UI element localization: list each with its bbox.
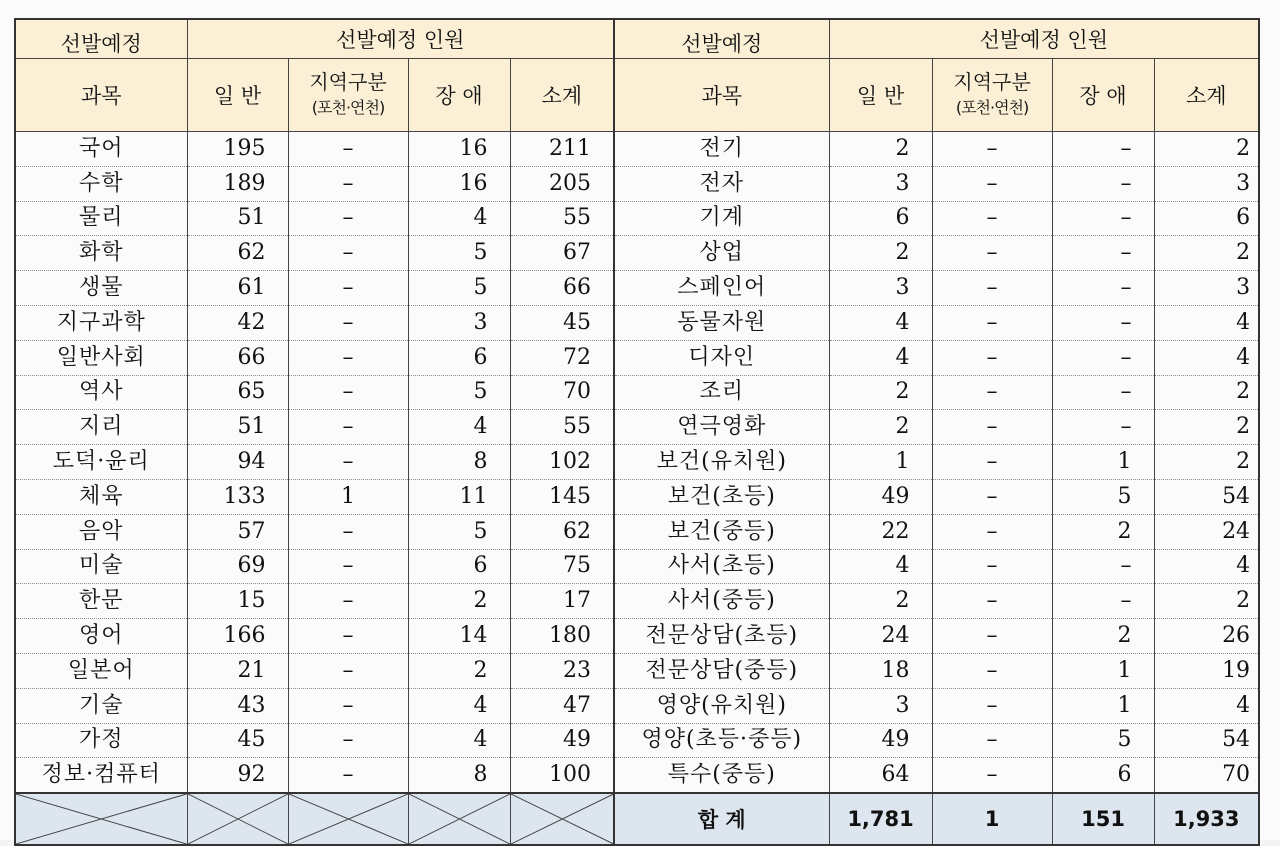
subject-cell: 한문 (15, 584, 187, 619)
subject-cell: 조리 (614, 375, 829, 410)
general-cell: 92 (187, 758, 288, 793)
subtotal-cell: 70 (1154, 758, 1259, 793)
general-cell: 166 (187, 619, 288, 654)
region-cell: – (932, 549, 1052, 584)
subject-cell: 연극영화 (614, 410, 829, 445)
region-cell: – (288, 514, 408, 549)
general-cell: 4 (829, 305, 932, 340)
region-cell: – (288, 340, 408, 375)
subtotal-cell: 70 (510, 375, 614, 410)
region-cell: – (288, 653, 408, 688)
subject-cell: 전문상담(중등) (614, 653, 829, 688)
disabled-cell: – (1052, 549, 1154, 584)
general-cell: 4 (829, 549, 932, 584)
subtotal-cell: 102 (510, 445, 614, 480)
total-label: 합 계 (614, 793, 829, 845)
general-cell: 1 (829, 445, 932, 480)
header-region-line2: (포천·연천) (311, 98, 385, 117)
general-cell: 15 (187, 584, 288, 619)
subtotal-cell: 145 (510, 479, 614, 514)
header-region-line2: (포천·연천) (955, 98, 1029, 117)
general-cell: 2 (829, 410, 932, 445)
general-cell: 43 (187, 688, 288, 723)
disabled-cell: 5 (408, 375, 510, 410)
total-general: 1,781 (829, 793, 932, 845)
subtotal-cell: 54 (1154, 479, 1259, 514)
disabled-cell: 4 (408, 410, 510, 445)
table-row (15, 479, 1259, 514)
general-cell: 195 (187, 132, 288, 167)
subject-cell: 미술 (15, 549, 187, 584)
general-cell: 2 (829, 132, 932, 167)
total-region: 1 (932, 793, 1052, 845)
disabled-cell: 8 (408, 445, 510, 480)
disabled-cell: – (1052, 201, 1154, 236)
subtotal-cell: 55 (510, 410, 614, 445)
subject-cell: 수학 (15, 166, 187, 201)
subtotal-cell: 72 (510, 340, 614, 375)
subject-cell: 사서(초등) (614, 549, 829, 584)
header-row-2 (15, 59, 1259, 132)
table-row (15, 340, 1259, 375)
general-cell: 21 (187, 653, 288, 688)
region-cell: – (932, 619, 1052, 654)
subject-cell: 음악 (15, 514, 187, 549)
empty-crossed-cell (288, 793, 408, 845)
disabled-cell: – (1052, 584, 1154, 619)
region-cell: – (288, 619, 408, 654)
general-cell: 64 (829, 758, 932, 793)
general-cell: 6 (829, 201, 932, 236)
subtotal-cell: 2 (1154, 375, 1259, 410)
region-cell: – (288, 445, 408, 480)
subject-cell: 보건(유치원) (614, 445, 829, 480)
general-cell: 61 (187, 271, 288, 306)
general-cell: 51 (187, 201, 288, 236)
subtotal-cell: 26 (1154, 619, 1259, 654)
disabled-cell: – (1052, 132, 1154, 167)
general-cell: 51 (187, 410, 288, 445)
subtotal-cell: 2 (1154, 584, 1259, 619)
header-subject-bottom-left: 과목 (15, 59, 187, 132)
general-cell: 94 (187, 445, 288, 480)
table-row (15, 305, 1259, 340)
general-cell: 22 (829, 514, 932, 549)
region-cell: – (932, 514, 1052, 549)
general-cell: 4 (829, 340, 932, 375)
disabled-cell: 11 (408, 479, 510, 514)
subject-cell: 기술 (15, 688, 187, 723)
subject-cell: 정보·컴퓨터 (15, 758, 187, 793)
general-cell: 57 (187, 514, 288, 549)
region-cell: – (932, 271, 1052, 306)
region-cell: – (288, 132, 408, 167)
subtotal-cell: 211 (510, 132, 614, 167)
disabled-cell: 6 (408, 340, 510, 375)
header-region-line1: 지역구분 (309, 70, 387, 94)
region-cell: – (932, 166, 1052, 201)
general-cell: 69 (187, 549, 288, 584)
disabled-cell: 5 (408, 514, 510, 549)
header-disabled-left: 장 애 (408, 59, 510, 132)
region-cell: – (932, 758, 1052, 793)
subject-cell: 전문상담(초등) (614, 619, 829, 654)
subtotal-cell: 2 (1154, 236, 1259, 271)
region-cell: – (932, 305, 1052, 340)
table-row (15, 236, 1259, 271)
region-cell: – (932, 201, 1052, 236)
disabled-cell: – (1052, 166, 1154, 201)
subtotal-cell: 2 (1154, 132, 1259, 167)
general-cell: 2 (829, 584, 932, 619)
header-group-title-right: 선발예정 인원 (829, 19, 1259, 59)
region-cell: – (288, 584, 408, 619)
subtotal-cell: 45 (510, 305, 614, 340)
empty-crossed-cell (408, 793, 510, 845)
disabled-cell: 14 (408, 619, 510, 654)
subtotal-cell: 49 (510, 723, 614, 758)
subject-cell: 기계 (614, 201, 829, 236)
table-row (15, 584, 1259, 619)
header-subject-top-left: 선발예정 (15, 19, 187, 59)
subtotal-cell: 3 (1154, 166, 1259, 201)
table-row (15, 723, 1259, 758)
header-subject-bottom-right: 과목 (614, 59, 829, 132)
subject-cell: 영어 (15, 619, 187, 654)
subtotal-cell: 4 (1154, 688, 1259, 723)
disabled-cell: 1 (1052, 445, 1154, 480)
subject-cell: 동물자원 (614, 305, 829, 340)
subject-cell: 화학 (15, 236, 187, 271)
disabled-cell: – (1052, 375, 1154, 410)
region-cell: – (288, 723, 408, 758)
region-cell: – (932, 445, 1052, 480)
subject-cell: 보건(중등) (614, 514, 829, 549)
table-row (15, 445, 1259, 480)
region-cell: – (932, 132, 1052, 167)
table-row (15, 410, 1259, 445)
table-row (15, 549, 1259, 584)
disabled-cell: 4 (408, 723, 510, 758)
total-disabled: 151 (1052, 793, 1154, 845)
general-cell: 42 (187, 305, 288, 340)
region-cell: 1 (288, 479, 408, 514)
subtotal-cell: 75 (510, 549, 614, 584)
subtotal-cell: 2 (1154, 445, 1259, 480)
disabled-cell: 5 (408, 271, 510, 306)
disabled-cell: – (1052, 305, 1154, 340)
region-cell: – (288, 166, 408, 201)
general-cell: 133 (187, 479, 288, 514)
table-body (15, 132, 1259, 794)
general-cell: 3 (829, 688, 932, 723)
subject-cell: 영양(유치원) (614, 688, 829, 723)
region-cell: – (288, 236, 408, 271)
header-region-right (932, 59, 1052, 132)
region-cell: – (288, 410, 408, 445)
subtotal-cell: 2 (1154, 410, 1259, 445)
subject-cell: 가정 (15, 723, 187, 758)
subtotal-cell: 180 (510, 619, 614, 654)
subject-cell: 체육 (15, 479, 187, 514)
region-cell: – (288, 375, 408, 410)
header-row-1 (15, 19, 1259, 59)
general-cell: 2 (829, 236, 932, 271)
general-cell: 66 (187, 340, 288, 375)
disabled-cell: 16 (408, 166, 510, 201)
subject-cell: 도덕·윤리 (15, 445, 187, 480)
disabled-cell: 4 (408, 688, 510, 723)
subtotal-cell: 67 (510, 236, 614, 271)
region-cell: – (932, 410, 1052, 445)
empty-crossed-cell (15, 793, 187, 845)
header-general-left: 일 반 (187, 59, 288, 132)
table-row (15, 758, 1259, 793)
disabled-cell: – (1052, 340, 1154, 375)
region-cell: – (288, 305, 408, 340)
subject-cell: 물리 (15, 201, 187, 236)
region-cell: – (932, 723, 1052, 758)
subtotal-cell: 4 (1154, 305, 1259, 340)
table-row (15, 166, 1259, 201)
subtotal-cell: 23 (510, 653, 614, 688)
header-region-line1: 지역구분 (953, 70, 1031, 94)
subtotal-cell: 4 (1154, 549, 1259, 584)
subject-cell: 특수(중등) (614, 758, 829, 793)
disabled-cell: 2 (1052, 619, 1154, 654)
subject-cell: 사서(중등) (614, 584, 829, 619)
total-subtotal: 1,933 (1154, 793, 1259, 845)
disabled-cell: – (1052, 236, 1154, 271)
subject-cell: 전기 (614, 132, 829, 167)
header-disabled-right: 장 애 (1052, 59, 1154, 132)
header-general-right: 일 반 (829, 59, 932, 132)
subject-cell: 일반사회 (15, 340, 187, 375)
subtotal-cell: 17 (510, 584, 614, 619)
subtotal-cell: 19 (1154, 653, 1259, 688)
subject-cell: 보건(초등) (614, 479, 829, 514)
subject-cell: 영양(초등·중등) (614, 723, 829, 758)
subject-cell: 지구과학 (15, 305, 187, 340)
general-cell: 3 (829, 166, 932, 201)
disabled-cell: 6 (408, 549, 510, 584)
table-row (15, 688, 1259, 723)
header-subject-top-right: 선발예정 (614, 19, 829, 59)
region-cell: – (932, 236, 1052, 271)
subtotal-cell: 6 (1154, 201, 1259, 236)
header-subtotal-left: 소계 (510, 59, 614, 132)
region-cell: – (288, 688, 408, 723)
subject-cell: 상업 (614, 236, 829, 271)
subtotal-cell: 24 (1154, 514, 1259, 549)
subject-cell: 역사 (15, 375, 187, 410)
disabled-cell: 2 (408, 584, 510, 619)
recruitment-table (14, 18, 1260, 846)
disabled-cell: 5 (1052, 723, 1154, 758)
disabled-cell: – (1052, 271, 1154, 306)
disabled-cell: 2 (1052, 514, 1154, 549)
empty-crossed-cell (187, 793, 288, 845)
subtotal-cell: 3 (1154, 271, 1259, 306)
general-cell: 189 (187, 166, 288, 201)
subject-cell: 생물 (15, 271, 187, 306)
table-row (15, 201, 1259, 236)
general-cell: 3 (829, 271, 932, 306)
general-cell: 49 (829, 479, 932, 514)
subtotal-cell: 66 (510, 271, 614, 306)
region-cell: – (288, 201, 408, 236)
disabled-cell: 3 (408, 305, 510, 340)
total-row (15, 793, 1259, 845)
subject-cell: 지리 (15, 410, 187, 445)
general-cell: 49 (829, 723, 932, 758)
disabled-cell: – (1052, 410, 1154, 445)
disabled-cell: 1 (1052, 653, 1154, 688)
disabled-cell: 5 (1052, 479, 1154, 514)
subtotal-cell: 54 (1154, 723, 1259, 758)
subject-cell: 전자 (614, 166, 829, 201)
disabled-cell: 4 (408, 201, 510, 236)
disabled-cell: 5 (408, 236, 510, 271)
general-cell: 18 (829, 653, 932, 688)
general-cell: 24 (829, 619, 932, 654)
table-row (15, 375, 1259, 410)
table-row (15, 619, 1259, 654)
subtotal-cell: 4 (1154, 340, 1259, 375)
table-row (15, 514, 1259, 549)
disabled-cell: 8 (408, 758, 510, 793)
general-cell: 45 (187, 723, 288, 758)
table-row (15, 653, 1259, 688)
subtotal-cell: 62 (510, 514, 614, 549)
header-region-left (288, 59, 408, 132)
subject-cell: 국어 (15, 132, 187, 167)
region-cell: – (932, 688, 1052, 723)
region-cell: – (288, 549, 408, 584)
general-cell: 2 (829, 375, 932, 410)
table-row (15, 271, 1259, 306)
region-cell: – (932, 375, 1052, 410)
general-cell: 62 (187, 236, 288, 271)
disabled-cell: 2 (408, 653, 510, 688)
subtotal-cell: 100 (510, 758, 614, 793)
subject-cell: 일본어 (15, 653, 187, 688)
subject-cell: 디자인 (614, 340, 829, 375)
subject-cell: 스페인어 (614, 271, 829, 306)
header-group-title-left: 선발예정 인원 (187, 19, 614, 59)
region-cell: – (932, 653, 1052, 688)
region-cell: – (288, 758, 408, 793)
empty-crossed-cell (510, 793, 614, 845)
region-cell: – (932, 479, 1052, 514)
subtotal-cell: 205 (510, 166, 614, 201)
subtotal-cell: 47 (510, 688, 614, 723)
general-cell: 65 (187, 375, 288, 410)
subtotal-cell: 55 (510, 201, 614, 236)
disabled-cell: 6 (1052, 758, 1154, 793)
disabled-cell: 1 (1052, 688, 1154, 723)
disabled-cell: 16 (408, 132, 510, 167)
region-cell: – (932, 584, 1052, 619)
region-cell: – (932, 340, 1052, 375)
region-cell: – (288, 271, 408, 306)
table-row (15, 132, 1259, 167)
header-subtotal-right: 소계 (1154, 59, 1259, 132)
